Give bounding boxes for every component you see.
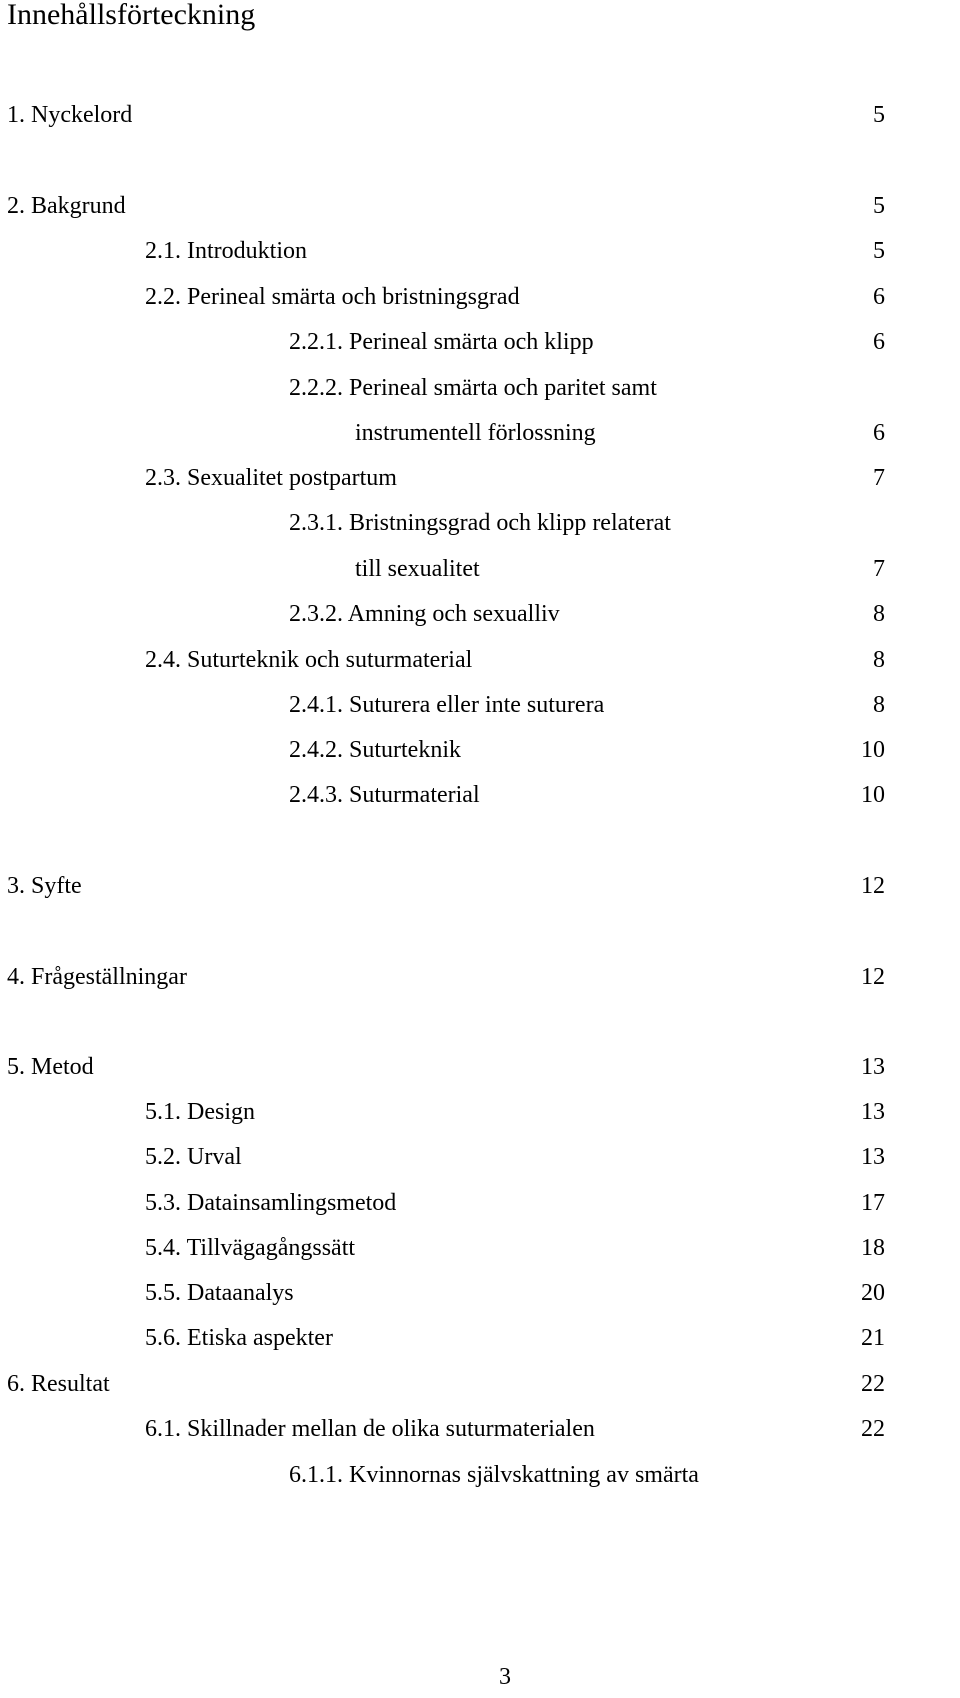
toc-entry-number: 5.5.	[145, 1280, 181, 1306]
toc-entry-1[interactable]	[7, 100, 132, 130]
toc-entry-page: 6	[873, 284, 885, 310]
toc-entry-number: 6.1.1.	[289, 1462, 343, 1488]
toc-entry-page: 10	[861, 782, 885, 808]
toc-entry-2-3-1[interactable]	[289, 508, 671, 538]
toc-entry-number: 4.	[7, 964, 25, 990]
toc-entry-number: 5.1.	[145, 1099, 181, 1125]
toc-entry-2-4-3[interactable]	[289, 780, 480, 810]
toc-entry-number: 2.3.	[145, 465, 181, 491]
toc-entry-page: 12	[861, 873, 885, 899]
toc-entry-4[interactable]	[7, 962, 187, 992]
toc-entry-page: 12	[861, 964, 885, 990]
toc-entry-page: 17	[861, 1190, 885, 1216]
toc-entry-title: Skillnader mellan de olika suturmaterialen	[187, 1416, 595, 1442]
toc-entry-page: 22	[861, 1416, 885, 1442]
toc-entry-page: 22	[861, 1371, 885, 1397]
toc-entry-number: 2.4.1.	[289, 692, 343, 718]
toc-entry-3[interactable]	[7, 871, 82, 901]
toc-entry-number: 1.	[7, 102, 25, 128]
toc-entry-title: Perineal smärta och bristningsgrad	[187, 284, 520, 310]
toc-entry-page: 21	[861, 1325, 885, 1351]
toc-entry-number: 2.2.2.	[289, 375, 343, 401]
toc-entry-page: 7	[873, 556, 885, 582]
toc-entry-number: 2.2.1.	[289, 329, 343, 355]
toc-entry-number: 5.4.	[145, 1235, 181, 1261]
toc-entry-number: 5.6.	[145, 1325, 181, 1351]
toc-entry-5[interactable]	[7, 1052, 94, 1082]
toc-entry-title: Bakgrund	[31, 193, 126, 219]
toc-entry-2-1[interactable]	[145, 236, 307, 266]
toc-entry-number: 2.4.3.	[289, 782, 343, 808]
toc-entry-title: Etiska aspekter	[187, 1325, 333, 1351]
toc-entry-title: Dataanalys	[187, 1280, 294, 1306]
toc-entry-title: Syfte	[31, 873, 82, 899]
toc-entry-page: 8	[873, 647, 885, 673]
toc-entry-5-6[interactable]	[145, 1323, 333, 1353]
toc-entry-2-3[interactable]	[145, 463, 397, 493]
toc-entry-title: Bristningsgrad och klipp relaterat	[349, 510, 671, 536]
toc-entry-6[interactable]	[7, 1369, 110, 1399]
toc-entry-number: 2.3.2.	[289, 601, 343, 627]
toc-entry-title: Perineal smärta och klipp	[349, 329, 594, 355]
toc-entry-2-2[interactable]	[145, 282, 520, 312]
toc-entry-5-1[interactable]	[145, 1097, 255, 1127]
toc-entry-number: 5.2.	[145, 1144, 181, 1170]
toc-entry-page: 5	[873, 102, 885, 128]
toc-entry-2-4[interactable]	[145, 645, 472, 675]
toc-entry-page: 6	[873, 329, 885, 355]
toc-entry-page: 8	[873, 692, 885, 718]
toc-entry-number: 2.3.1.	[289, 510, 343, 536]
toc-entry-page: 13	[861, 1099, 885, 1125]
toc-entry-title: Tillvägagångssätt	[186, 1235, 356, 1261]
toc-entry-page: 18	[861, 1235, 885, 1261]
toc-entry-title: Suturteknik	[349, 737, 461, 763]
toc-entry-title: Metod	[31, 1054, 94, 1080]
toc-entry-title: Suturmaterial	[349, 782, 480, 808]
toc-entry-number: 5.3.	[145, 1190, 181, 1216]
toc-entry-continuation: till sexualitet	[355, 556, 480, 582]
toc-entry-5-3[interactable]	[145, 1188, 396, 1218]
toc-entry-page: 8	[873, 601, 885, 627]
toc-entry-title: Design	[187, 1099, 255, 1125]
toc-entry-page: 13	[861, 1054, 885, 1080]
toc-entry-title: Nyckelord	[31, 102, 133, 128]
toc-entry-number: 3.	[7, 873, 25, 899]
toc-entry-title: Urval	[187, 1144, 242, 1170]
toc-entry-number: 2.4.2.	[289, 737, 343, 763]
toc-entry-2[interactable]	[7, 191, 126, 221]
toc-entry-title: Datainsamlingsmetod	[187, 1190, 397, 1216]
toc-entry-title: Resultat	[31, 1371, 110, 1397]
toc-entry-6-1-1[interactable]	[289, 1460, 699, 1490]
toc-entry-title: Sexualitet postpartum	[187, 465, 397, 491]
toc-entry-page: 6	[873, 420, 885, 446]
toc-entry-continuation: instrumentell förlossning	[355, 420, 596, 446]
toc-entry-title: Suturera eller inte suturera	[349, 692, 605, 718]
toc-entry-page: 5	[873, 238, 885, 264]
toc-entry-number: 6.	[7, 1371, 25, 1397]
toc-entry-number: 2.4.	[145, 647, 181, 673]
toc-entry-2-2-2[interactable]	[289, 373, 657, 403]
toc-entry-5-4[interactable]	[145, 1233, 355, 1263]
toc-entry-page: 5	[873, 193, 885, 219]
toc-entry-page: 10	[861, 737, 885, 763]
toc-entry-5-5[interactable]	[145, 1278, 294, 1308]
toc-entry-title: Introduktion	[187, 238, 307, 264]
toc-entry-6-1[interactable]	[145, 1414, 595, 1444]
toc-entry-number: 2.	[7, 193, 25, 219]
toc-entry-number: 2.2.	[145, 284, 181, 310]
toc-entry-title: Frågeställningar	[31, 964, 187, 990]
toc-entry-title: Suturteknik och suturmaterial	[187, 647, 473, 673]
toc-entry-2-4-2[interactable]	[289, 735, 461, 765]
toc-entry-5-2[interactable]	[145, 1142, 242, 1172]
toc-entry-page: 13	[861, 1144, 885, 1170]
toc-entry-2-3-2[interactable]	[289, 599, 560, 629]
toc-entry-number: 6.1.	[145, 1416, 181, 1442]
toc-entry-2-2-1[interactable]	[289, 327, 594, 357]
toc-entry-title: Amning och sexualliv	[347, 601, 560, 627]
page-number: 3	[499, 1664, 511, 1690]
page-title: Innehållsförteckning	[7, 0, 256, 31]
toc-entry-2-4-1[interactable]	[289, 690, 604, 720]
toc-entry-title: Kvinnornas självskattning av smärta	[349, 1462, 699, 1488]
toc-entry-title: Perineal smärta och paritet samt	[349, 375, 657, 401]
toc-entry-number: 2.1.	[145, 238, 181, 264]
toc-entry-number: 5.	[7, 1054, 25, 1080]
toc-entry-page: 20	[861, 1280, 885, 1306]
toc-entry-page: 7	[873, 465, 885, 491]
